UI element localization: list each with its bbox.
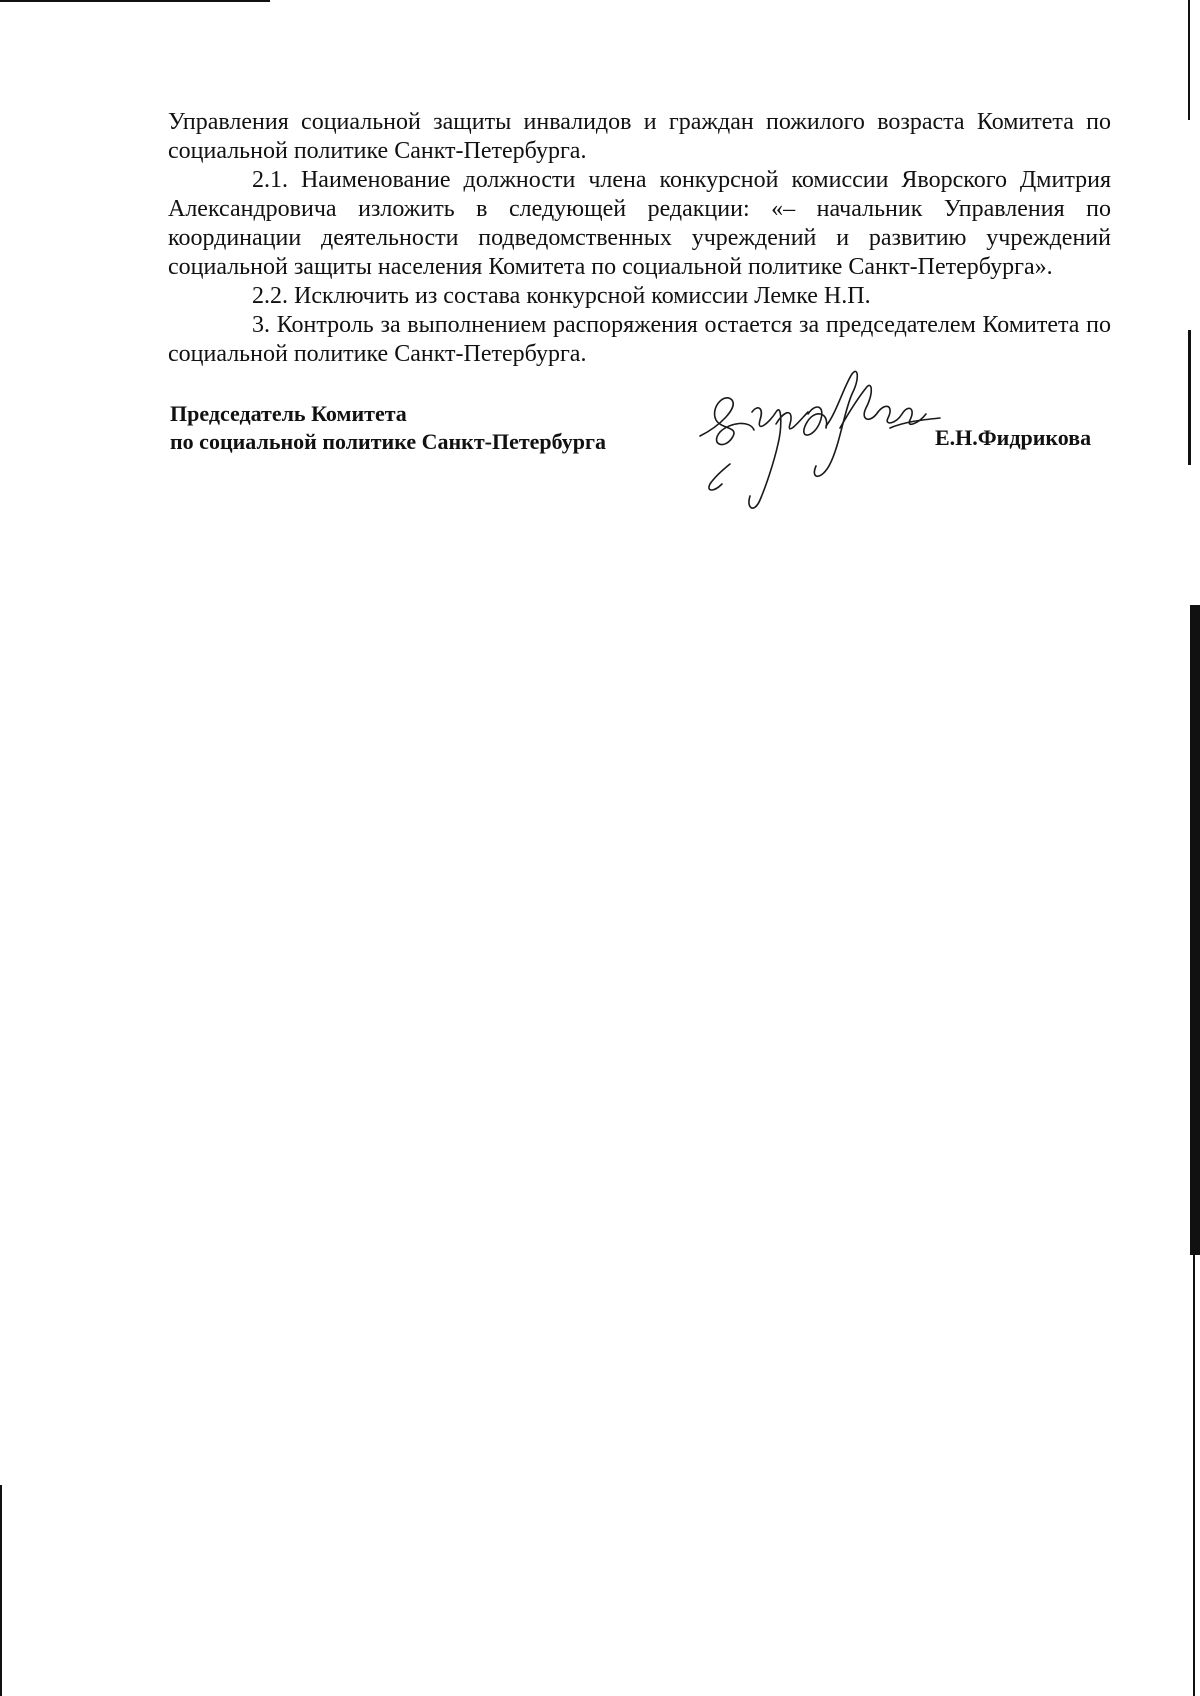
scan-edge-right-band bbox=[1190, 605, 1200, 1255]
signer-position-line1: Председатель Комитета bbox=[170, 401, 407, 426]
paragraph-2-2: 2.2. Исключить из состава конкурсной комиссии Лемке Н.П. bbox=[252, 283, 871, 309]
paragraph-3: 3. Контроль за выполнением распоряжения остается за председателем Комитета по социальной политике Санкт-Петербурга. bbox=[168, 312, 1111, 367]
scan-edge-right-top bbox=[1188, 0, 1190, 120]
paragraph-continuation: Управления социальной защиты инвалидов и граждан пожилого возраста Комитета по социальной политике Санкт-Петербурга. bbox=[168, 109, 1111, 164]
handwritten-signature bbox=[690, 368, 960, 518]
paragraph-2-1: 2.1. Наименование должности члена конкурсной комиссии Яворского Дмитрия Александровича изложить в следующей редакции: «– начальник Управления по координации деятельности подведомственных учреждений и развитию учреждений социальной защиты населения Комитета по социальной политике Санкт-Петербурга». bbox=[168, 167, 1111, 280]
scan-edge-right-mid bbox=[1188, 330, 1191, 465]
document-body bbox=[168, 108, 1111, 369]
scan-edge-right-low bbox=[1193, 1255, 1195, 1696]
scan-edge-left-bottom bbox=[0, 1485, 2, 1696]
scan-edge-top-left bbox=[0, 0, 270, 2]
signer-position-line2: по социальной политике Санкт-Петербурга bbox=[170, 429, 607, 454]
signer-name: Е.Н.Фидрикова bbox=[935, 425, 1092, 450]
